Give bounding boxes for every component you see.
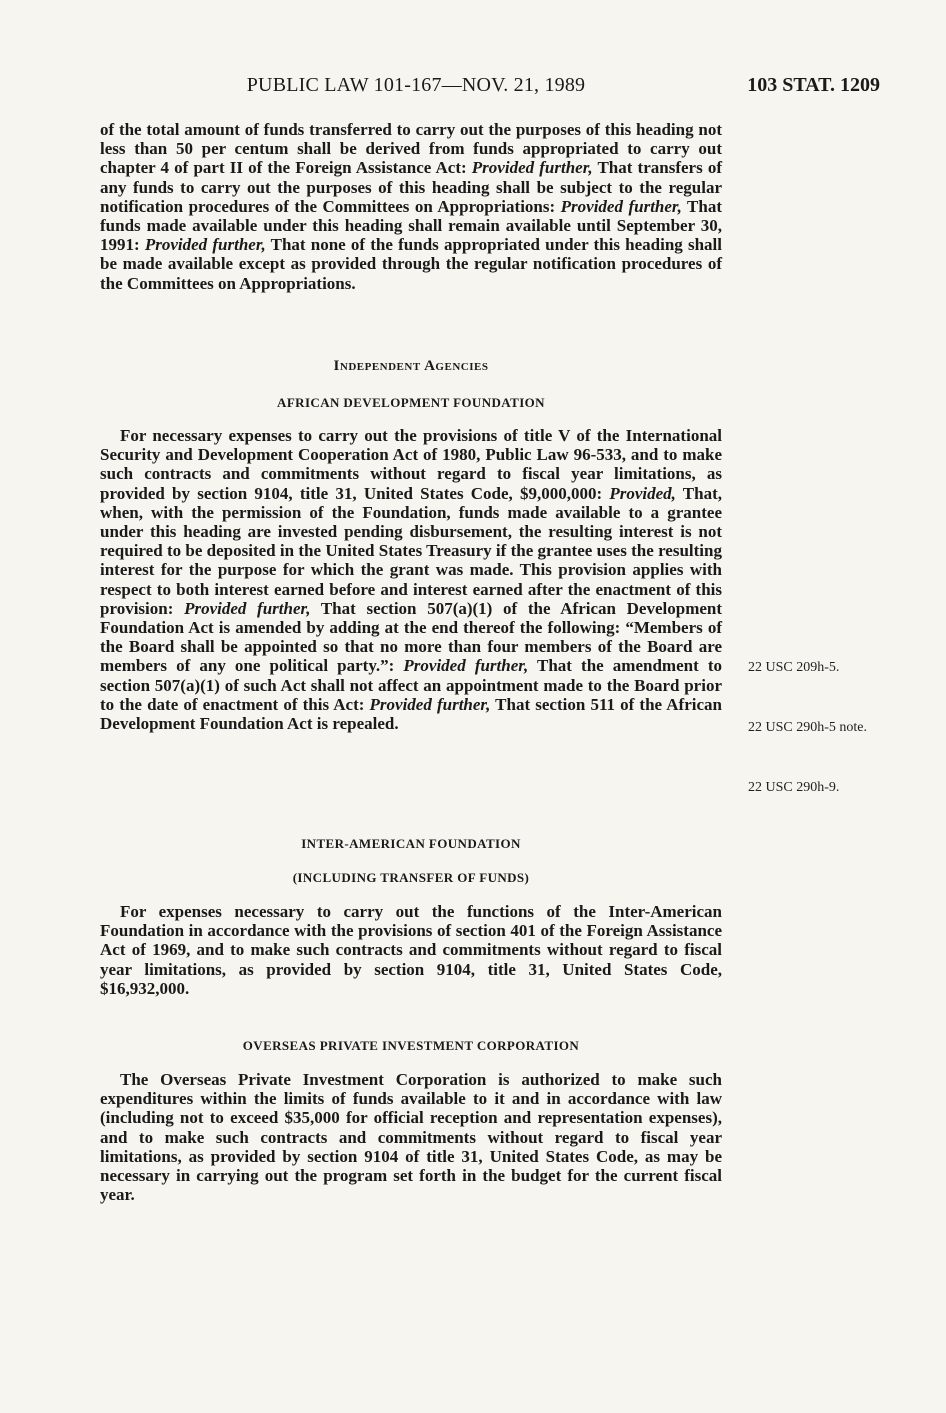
paragraph-text: For necessary expenses to carry out the provisions of title V of the International Security and Development Cooperation Act of 1980, Public Law 96-533, and to make such contracts and commitments without regard to fiscal year limitations, as provided by section 9104, title 31, United States Code, $9,000,000: Provided, That, when, with the permission of the Foundation, funds made available to a grantee under this heading are invested pending disbursement, the resulting interest is not required to be deposited in the United States Treasury if the grantee uses the resulting interest for the purpose for which the grant was made. This provision applies with respect to both interest earned before and interest earned after the enactment of this provision: Provided further, That section 507(a)(1) of the African Development Foundation Act is amended by adding at the end thereof the following: “Members of the Board shall be appointed so that no more than four members of the Board are members of any one political party.”: Provided further, That the amendment to section 507(a)(1) of such Act shall not affect an appointment made to the Board prior to the date of enactment of this Act: Provided further, That section 511 of the African Development Foundation Act is repealed. — [100, 426, 723, 734]
independent-agencies-heading: Independent Agencies — [333, 358, 489, 374]
margin-note: 22 USC 290h-9. — [748, 780, 840, 795]
margin-note: 22 USC 290h-5 note. — [748, 720, 867, 735]
opic-heading: OVERSEAS PRIVATE INVESTMENT CORPORATION — [242, 1038, 580, 1053]
margin-note: 22 USC 209h-5. — [748, 660, 840, 675]
running-header-title: PUBLIC LAW 101-167—NOV. 21, 1989 — [246, 74, 586, 96]
iaf-paragraph: For expenses necessary to carry out the functions of the Inter-American Foundation in accordance with the provisions of section 401 of the Foreign Assistance Act of 1969, and to make such contracts and commitments without regard to fiscal year limitations, as provided by section 9104, title 31, United States Code, $16,932,000. — [100, 902, 722, 998]
opic-paragraph: The Overseas Private Investment Corporation is authorized to make such expenditures within the limits of funds available to it and in accordance with law (including not to exceed $35,000 for official reception and representation expenses), and to make such contracts and commitments without regard to fiscal year limitations, as provided by section 9104 of title 31, United States Code, as may be necessary in carrying out the program set forth in the budget for the current fiscal year. — [100, 1070, 722, 1205]
continued-paragraph — [100, 120, 722, 293]
paragraph-text: of the total amount of funds transferred to carry out the purposes of this heading not less than 50 per centum shall be derived from funds appropriated to carry out chapter 4 of part II of the Foreign Assistance Act: Provided further, That transfers of any funds to carry out the purposes of this heading shall be subject to the regular notification procedures of the Committees on Appropriations: Provided further, That funds made available under this heading shall remain available until September 30, 1991: Provided further, That none of the funds appropriated under this heading shall be made available except as provided through the regular notification procedures of the Committees on Appropriations. — [100, 120, 723, 293]
statute-page-number: 103 STAT. 1209 — [747, 74, 880, 96]
adf-paragraph — [100, 426, 722, 733]
iaf-heading: INTER-AMERICAN FOUNDATION — [301, 836, 521, 851]
adf-heading: AFRICAN DEVELOPMENT FOUNDATION — [277, 395, 545, 410]
iaf-subheading: (INCLUDING TRANSFER OF FUNDS) — [292, 870, 530, 885]
